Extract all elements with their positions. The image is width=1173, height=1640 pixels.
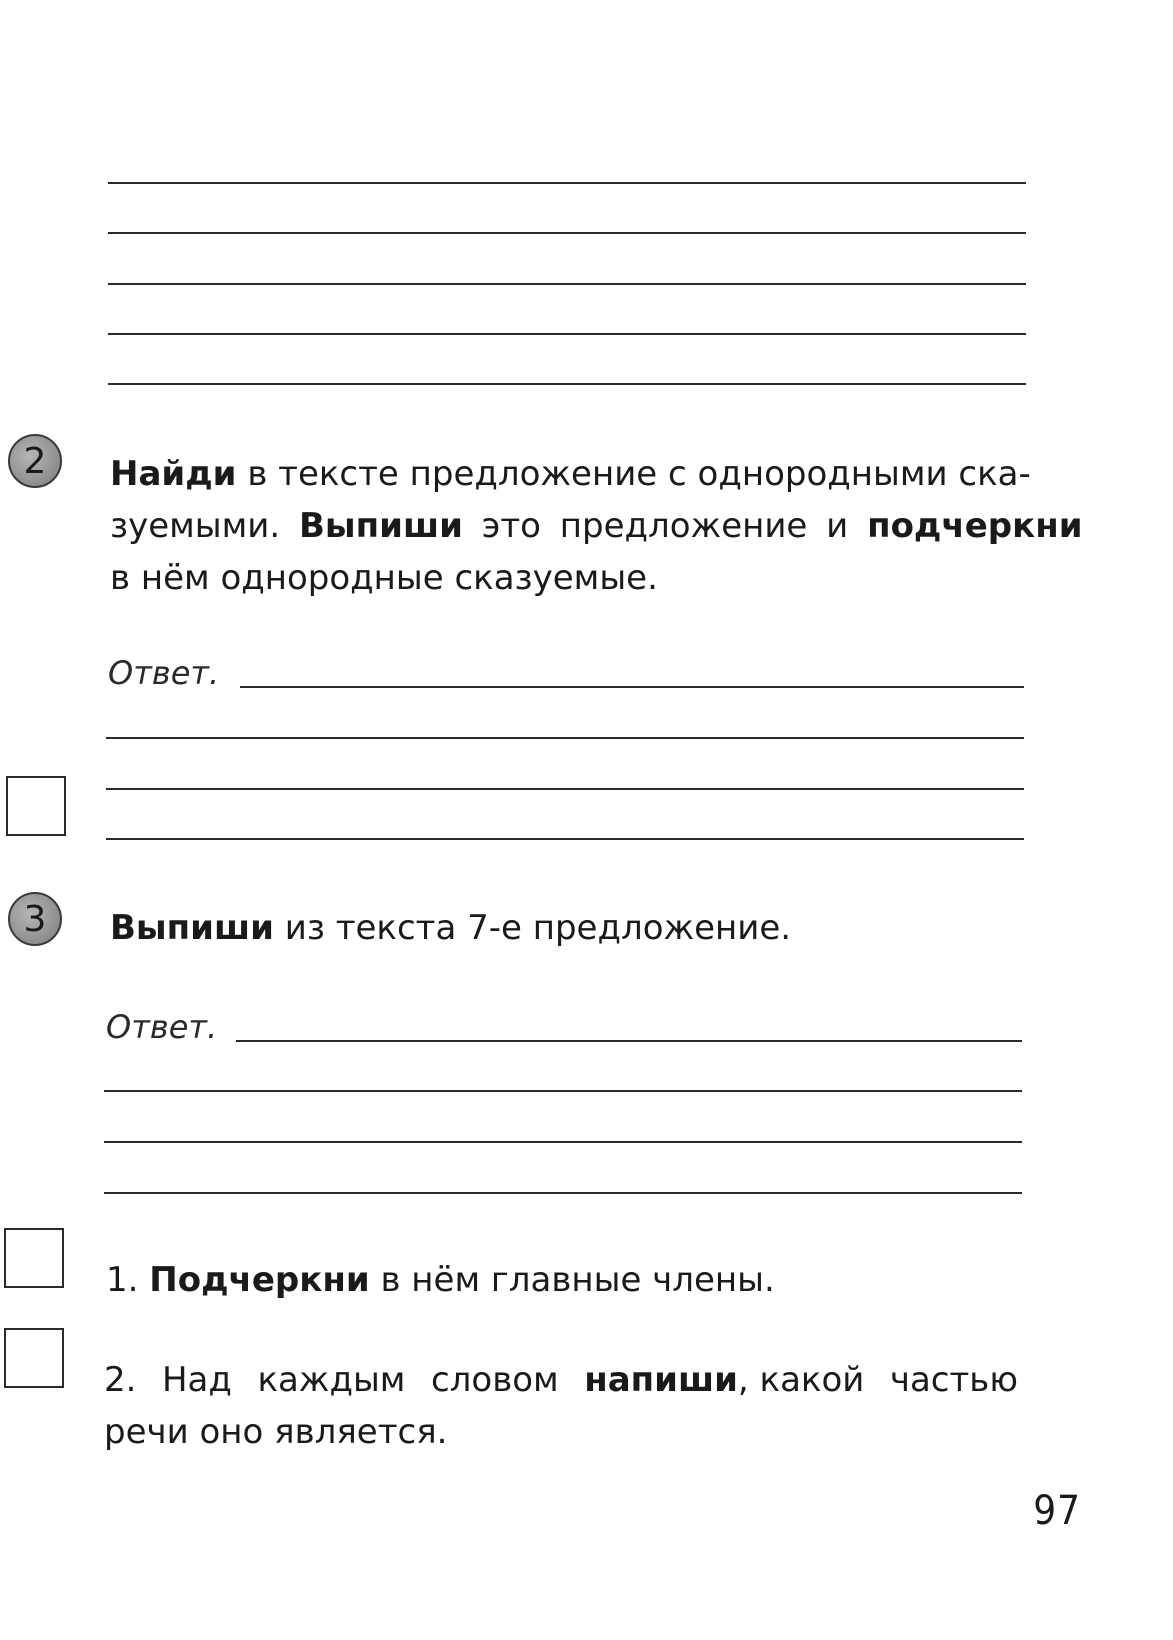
answer-line[interactable]: [104, 1141, 1022, 1143]
task-2-instructions: [110, 448, 1083, 604]
task-3-sub1-prefix: 1.: [106, 1260, 150, 1300]
task-3-sub2-instructions: [104, 1354, 1018, 1458]
page-number: 97: [1033, 1488, 1081, 1534]
task-3-text: из текста 7-е предложение.: [273, 908, 792, 948]
task-3-sub2-line-2: [104, 1406, 1018, 1458]
task-3-bold-write: Выпиши: [110, 908, 274, 948]
writing-line[interactable]: [108, 283, 1026, 285]
task-2-text: это предложение и: [462, 506, 868, 546]
task-3-sub2-line-1: [104, 1354, 1018, 1406]
task-3-sub2-score-box[interactable]: [4, 1328, 64, 1388]
task-3-sub1-text: в нём главные члены.: [369, 1260, 775, 1300]
task-2-answer-label: Ответ.: [108, 654, 220, 692]
task-2-bold-find: Найди: [110, 454, 237, 494]
task-3-sub1-score-box[interactable]: [4, 1228, 64, 1288]
task-2-text: в тексте предложение с однородными ска-: [236, 454, 1031, 494]
answer-line[interactable]: [236, 1040, 1022, 1042]
answer-line[interactable]: [240, 686, 1024, 688]
writing-line[interactable]: [108, 232, 1026, 234]
task-2-bold-write: Выпиши: [298, 506, 463, 546]
task-3-sub1-line: [106, 1254, 1068, 1306]
task-2-score-box[interactable]: [6, 776, 66, 836]
answer-line[interactable]: [106, 838, 1024, 840]
task-2-line-2: [110, 500, 1083, 552]
task-3-number-badge: [8, 892, 62, 946]
task-3-sub2-word: частью: [889, 1360, 1018, 1400]
task-2-text: зуемыми.: [110, 506, 299, 546]
task-2-number-badge: [8, 434, 62, 488]
task-3-sub2-word: каждым: [257, 1360, 406, 1400]
answer-line[interactable]: [106, 788, 1024, 790]
answer-line[interactable]: [106, 737, 1024, 739]
task-2-line-3: [110, 552, 1072, 604]
writing-line[interactable]: [108, 383, 1026, 385]
task-3-sub2-word: Над: [161, 1360, 232, 1400]
task-2-text: в нём однородные сказуемые.: [110, 558, 658, 598]
task-2-line-1: [110, 448, 1072, 500]
task-3-sub2-text: речи оно является.: [104, 1412, 448, 1452]
answer-line[interactable]: [104, 1192, 1022, 1194]
task-3-instructions: [110, 902, 1072, 954]
task-2-bold-underline: подчеркни: [867, 506, 1083, 546]
writing-line[interactable]: [108, 333, 1026, 335]
task-3-sub1-instructions: [106, 1254, 1068, 1306]
writing-line[interactable]: [108, 182, 1026, 184]
answer-line[interactable]: [104, 1090, 1022, 1092]
task-3-sub2-word: 2.: [104, 1360, 137, 1400]
task-3-sub2-word: словом: [430, 1360, 559, 1400]
task-2-number: 2: [23, 440, 47, 482]
task-3-answer-label: Ответ.: [106, 1008, 218, 1046]
task-3-line-1: [110, 902, 1072, 954]
task-3-sub2-word: , какой: [737, 1360, 865, 1400]
task-3-sub1-bold: Подчеркни: [149, 1260, 370, 1300]
task-3-number: 3: [23, 898, 47, 940]
task-3-sub2-bold: напиши: [584, 1360, 738, 1400]
